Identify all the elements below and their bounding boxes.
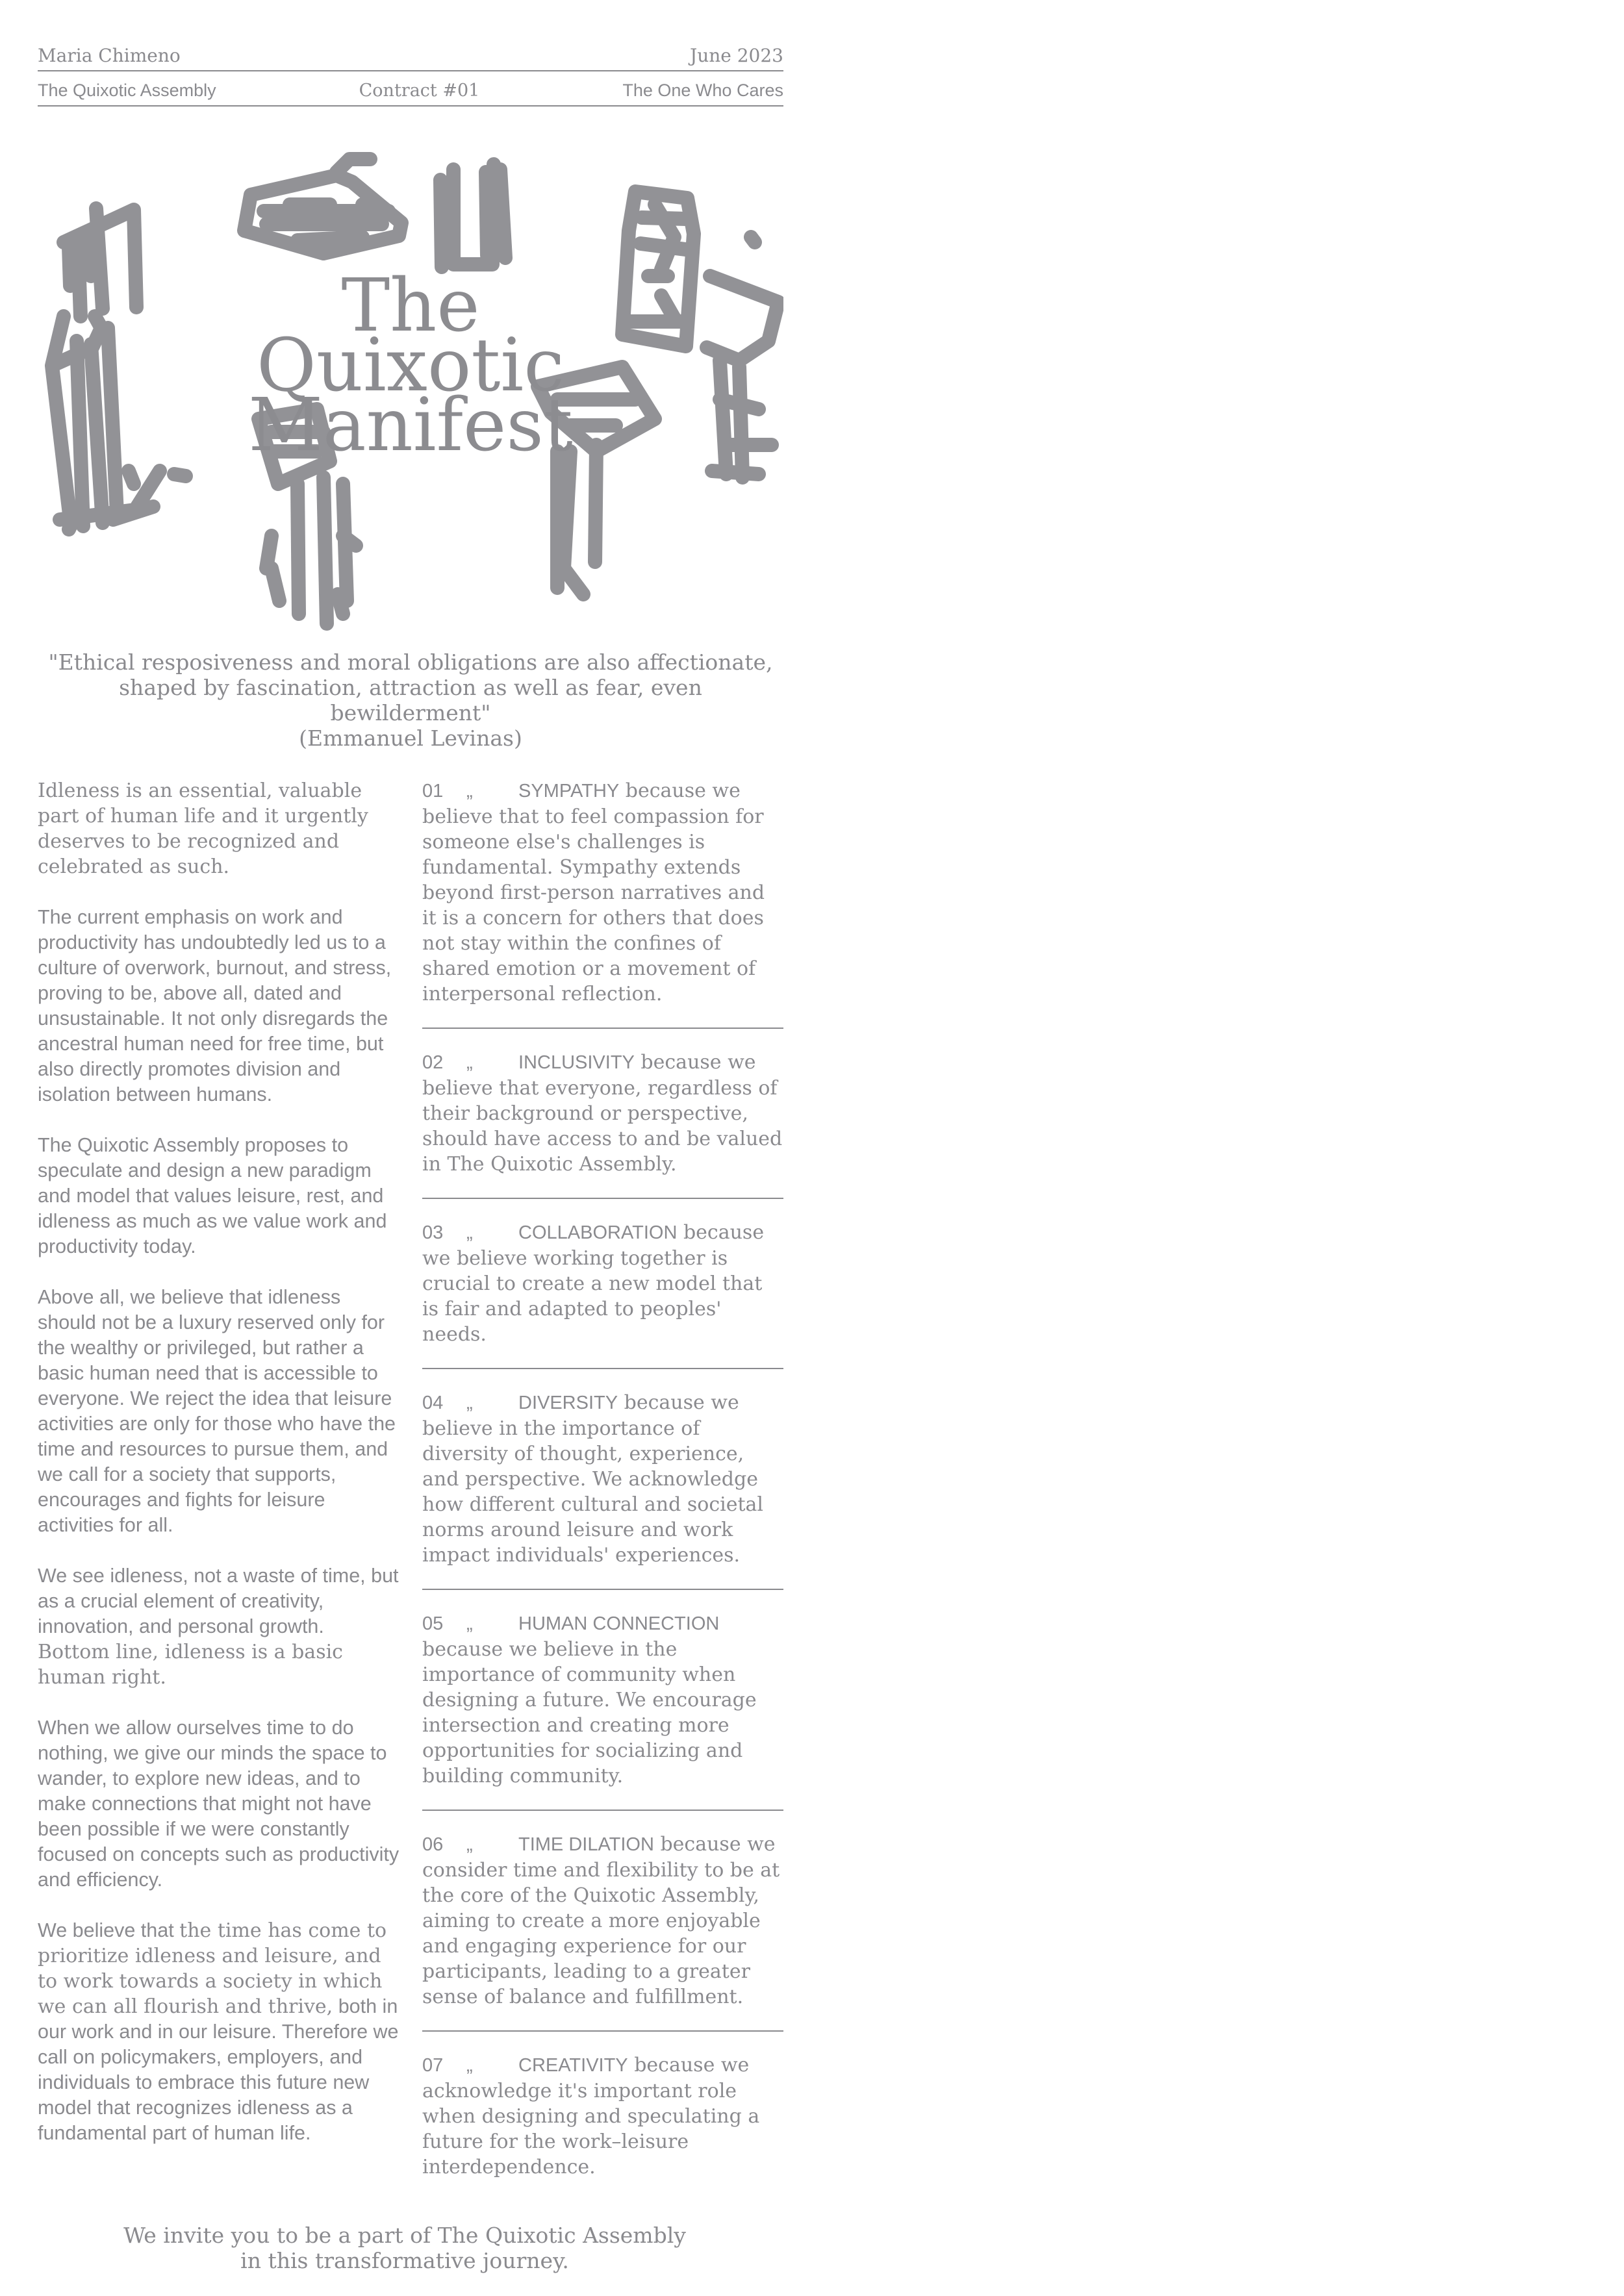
- scribble-figure-top-center: [244, 159, 505, 267]
- body-paragraph-7-sans-a: We believe that: [38, 1919, 174, 1941]
- principle-number: 07: [422, 2055, 444, 2076]
- body-paragraph-2: The current emphasis on work and productivity has undoubtedly led us to a culture of overwork, burnout, and stress, proving to be, above all, dated and unsustainable. It not only disregards the ancestral human need for free time, but also directly promotes division and isolation between humans.: [38, 906, 392, 1105]
- body-paragraph-5-sans: We see idleness, not a waste of time, but as a crucial element of creativity, innovation, and personal growth.: [38, 1565, 399, 1637]
- body-paragraph-4: Above all, we believe that idleness should not be a luxury reserved only for the wealthy or privileged, but rather a basic human need that is accessible to everyone. We reject the idea that leisure activities are only for those who have the time and resources to pursue them, and we call for a society that supports, encourages and fights for leisure activities for all.: [38, 1286, 396, 1536]
- principle-description: because we believe in the importance of diversity of thought, experience, and perspective. We acknowledge how different cultural and societal norms around leisure and work impact individuals' experiences.: [422, 1391, 764, 1567]
- principle-description: because we consider time and flexibility to be at the core of the Quixotic Assembly, aiming to create a more enjoyable and engaging experience for our participants, leading to a greater sense of balance and fulfillment.: [422, 1833, 780, 2008]
- title-line-3: Manifest: [248, 383, 573, 468]
- invitation-line-1: We invite you to be a part of The Quixotic Assembly: [123, 2223, 686, 2248]
- principle-number: 05: [422, 1613, 444, 1634]
- body-paragraph-1: Idleness is an essential, valuable part of human life and it urgently deserves to be recognized and celebrated as such.: [38, 779, 368, 878]
- principle-mark: „: [466, 2055, 473, 2076]
- principle-description: because we believe working together is crucial to create a new model that is fair and adapted to peoples' needs.: [422, 1221, 765, 1346]
- principle-name: INCLUSIVITY: [518, 1052, 635, 1073]
- body-paragraph-7: [38, 1918, 401, 2146]
- document-header: [38, 38, 783, 107]
- title-line-2: Quixotic: [257, 323, 565, 408]
- body-paragraph-7-serif: the time has come to prioritize idleness and leisure, and to work towards a society in which we can all flourish and thrive,: [38, 1919, 387, 2018]
- principle-description: because we believe that everyone, regardless of their background or perspective, should have access to and be valued in The Quixotic Assembly.: [422, 1051, 783, 1176]
- principle-mark: „: [466, 1834, 473, 1855]
- principle-number: 03: [422, 1222, 444, 1243]
- principle-item: [422, 1220, 783, 1369]
- principle-item: [422, 2052, 783, 2201]
- epigraph-attribution: (Emmanuel Levinas): [299, 725, 522, 751]
- invitation-line-2: in this transformative journey.: [240, 2248, 569, 2273]
- manifesto-title: [38, 264, 783, 468]
- body-paragraph-5-serif: Bottom line, idleness is a basic human right.: [38, 1641, 343, 1689]
- principle-name: SYMPATHY: [518, 781, 620, 801]
- principle-item: [422, 778, 783, 1029]
- principle-text: [422, 1050, 783, 1177]
- principle-text: [422, 2052, 783, 2180]
- principle-description: because we acknowledge it's important role when designing and speculating a future for the work–leisure interdependence.: [422, 2054, 760, 2178]
- title-line-1: The: [341, 264, 480, 348]
- organization-name: The Quixotic Assembly: [38, 81, 216, 100]
- closing-invitation: [38, 2223, 772, 2273]
- principle-mark: „: [466, 1613, 473, 1634]
- principle-name: TIME DILATION: [518, 1834, 654, 1855]
- principle-text: [422, 1611, 783, 1789]
- principle-description: because we believe that to feel compassion for someone else's challenges is fundamental. Sympathy extends beyond first-person narratives and it is a concern for others that does not stay within the confines of shared emotion or a movement of interpersonal reflection.: [422, 779, 765, 1005]
- principle-item: [422, 1611, 783, 1811]
- principle-number: 04: [422, 1393, 444, 1413]
- epigraph-line-1: "Ethical resposiveness and moral obligations are also affectionate,: [48, 650, 773, 675]
- principle-text: [422, 1220, 783, 1347]
- header-bottom-row: [38, 75, 783, 107]
- principles-list: [422, 778, 783, 2221]
- principle-text: [422, 1832, 783, 2010]
- manifesto-body: [38, 778, 401, 2171]
- principle-description: because we believe in the importance of community when designing a future. We encourage intersection and creating more opportunities for socializing and building community.: [422, 1638, 757, 1787]
- principle-item: [422, 1050, 783, 1199]
- principle-text: [422, 778, 783, 1007]
- principle-name: DIVERSITY: [518, 1393, 618, 1413]
- principle-text: [422, 1390, 783, 1568]
- principle-mark: „: [466, 781, 473, 801]
- principle-mark: „: [466, 1393, 473, 1413]
- principle-name: COLLABORATION: [518, 1222, 678, 1243]
- epigraph-quote: [38, 650, 783, 751]
- body-paragraph-5: [38, 1563, 401, 1690]
- principle-name: HUMAN CONNECTION: [518, 1613, 720, 1634]
- contract-number: Contract #01: [359, 81, 480, 101]
- header-top-row: [38, 38, 783, 71]
- body-paragraph-3: The Quixotic Assembly proposes to speculate and design a new paradigm and model that values leisure, rest, and idleness as much as we value work and productivity today.: [38, 1134, 387, 1257]
- hero-illustration: [38, 146, 783, 640]
- principle-mark: „: [466, 1222, 473, 1243]
- principle-item: [422, 1832, 783, 2032]
- body-paragraph-7-sans-b: both in our work and in our leisure. Therefore we call on policymakers, employers, and individuals to embrace this future new model that recognizes idleness as a fundamental part of human life.: [38, 1995, 399, 2144]
- principle-item: [422, 1390, 783, 1590]
- principle-mark: „: [466, 1052, 473, 1073]
- principle-number: 02: [422, 1052, 444, 1073]
- document-date: June 2023: [689, 45, 783, 66]
- principle-name: CREATIVITY: [518, 2055, 628, 2076]
- author-name: Maria Chimeno: [38, 45, 181, 66]
- signatory-role: The One Who Cares: [622, 81, 783, 100]
- epigraph-line-2: shaped by fascination, attraction as well as fear, even bewilderment": [119, 675, 702, 725]
- principle-number: 01: [422, 781, 444, 801]
- principle-number: 06: [422, 1834, 444, 1855]
- body-paragraph-6: When we allow ourselves time to do nothing, we give our minds the space to wander, to explore new ideas, and to make connections that might not have been possible if we were constantly focused on concepts such as productivity and efficiency.: [38, 1717, 400, 1891]
